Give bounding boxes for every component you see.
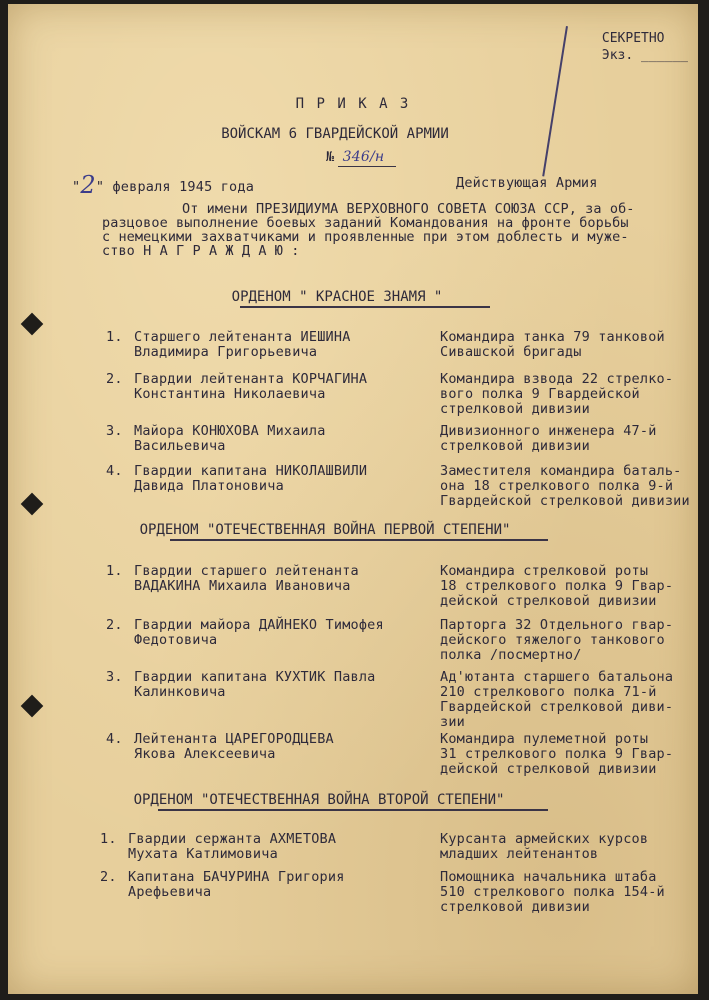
entry-position bbox=[440, 870, 665, 915]
name-line: Владимира Григорьевича bbox=[134, 344, 318, 360]
name-line: Мухата Катлимовича bbox=[128, 846, 278, 862]
position-line: дейской стрелковой дивизии bbox=[440, 593, 657, 609]
date-text: " февраля 1945 года bbox=[95, 179, 255, 195]
preamble-line: От имени ПРЕЗИДИУМА ВЕРХОВНОГО СОВЕТА СОЮЗА ССР, за об- bbox=[182, 201, 635, 217]
name-line: Старшего лейтенанта ИЕШИНА bbox=[134, 329, 351, 345]
name-line: ВАДАКИНА Михаила Ивановича bbox=[134, 578, 351, 594]
position-line: Командира танка 79 танковой bbox=[440, 329, 665, 345]
entry-number: 4. bbox=[106, 463, 123, 479]
section-heading: ОРДЕНОМ "ОТЕЧЕСТВЕННАЯ ВОЙНА ПЕРВОЙ СТЕПЕНИ" bbox=[139, 522, 511, 538]
position-line: Парторга 32 Отдельного гвар- bbox=[440, 617, 674, 633]
preamble-line: разцовое выполнение боевых заданий Командования на фронте борьбы bbox=[102, 215, 629, 231]
position-line: она 18 стрелкового полка 9-й bbox=[440, 478, 674, 494]
preamble-line: ство Н А Г Р А Ж Д А Ю : bbox=[102, 243, 300, 259]
order-number-prefix: № bbox=[326, 149, 335, 165]
name-line: Гвардии старшего лейтенанта bbox=[134, 563, 359, 579]
entry-number: 2. bbox=[106, 371, 123, 387]
entry-position bbox=[440, 424, 657, 454]
position-line: стрелковой дивизии bbox=[440, 401, 590, 417]
entry-number: 1. bbox=[106, 329, 123, 345]
secret-stamp: СЕКРЕТНО Экз. ______ bbox=[601, 31, 688, 63]
position-line: Командира пулеметной роты bbox=[440, 731, 649, 747]
entry-position bbox=[440, 464, 690, 509]
entry-number: 3. bbox=[106, 669, 123, 685]
entry-position bbox=[440, 618, 673, 663]
place-label: Действующая Армия bbox=[456, 175, 598, 191]
number-underline bbox=[338, 166, 396, 167]
entry-name bbox=[134, 330, 351, 360]
preamble-line: с немецкими захватчиками и проявленные при этом доблесть и муже- bbox=[102, 229, 629, 245]
name-line: Гвардии лейтенанта КОРЧАГИНА bbox=[134, 371, 368, 387]
name-line: Калинковича bbox=[134, 684, 226, 700]
entry-number: 2. bbox=[100, 869, 117, 885]
copy-label: Экз. bbox=[601, 48, 634, 63]
name-line: Лейтенанта ЦАРЕГОРОДЦЕВА bbox=[134, 731, 334, 747]
section-underline bbox=[158, 809, 548, 811]
name-line: Давида Платоновича bbox=[134, 478, 284, 494]
section-heading: ОРДЕНОМ "ОТЕЧЕСТВЕННАЯ ВОЙНА ВТОРОЙ СТЕПЕНИ" bbox=[133, 792, 505, 808]
name-line: Федотовича bbox=[134, 632, 218, 648]
entry-name bbox=[134, 464, 367, 494]
position-line: Заместителя командира баталь- bbox=[440, 463, 682, 479]
position-line: Сивашской бригады bbox=[440, 344, 582, 360]
name-line: Арефьевича bbox=[128, 884, 212, 900]
entry-number: 2. bbox=[106, 617, 123, 633]
name-line: Якова Алексеевича bbox=[134, 746, 276, 762]
entry-name bbox=[134, 670, 376, 700]
punch-hole bbox=[21, 493, 44, 516]
position-line: 510 стрелкового полка 154-й bbox=[440, 884, 665, 900]
name-line: Васильевича bbox=[134, 438, 226, 454]
order-date: "2" февраля 1945 года bbox=[72, 171, 255, 199]
date-day: 2 bbox=[80, 171, 96, 199]
entry-name bbox=[134, 424, 326, 454]
order-number bbox=[326, 150, 384, 165]
entry-number: 4. bbox=[106, 731, 123, 747]
position-line: Командира взвода 22 стрелко- bbox=[440, 371, 674, 387]
entry-number: 3. bbox=[106, 423, 123, 439]
position-line: Помощника начальника штаба bbox=[440, 869, 657, 885]
position-line: вого полка 9 Гвардейской bbox=[440, 386, 640, 402]
name-line: Константина Николаевича bbox=[134, 386, 326, 402]
entry-position bbox=[440, 732, 673, 777]
name-line: Капитана БАЧУРИНА Григория bbox=[128, 869, 345, 885]
entry-name bbox=[134, 732, 334, 762]
order-title: П Р И К А З bbox=[295, 96, 411, 112]
section-heading: ОРДЕНОМ " КРАСНОЕ ЗНАМЯ " bbox=[231, 289, 443, 305]
entry-position bbox=[440, 564, 673, 609]
entry-position bbox=[440, 330, 665, 360]
position-line: 18 стрелкового полка 9 Гвар- bbox=[440, 578, 674, 594]
entry-number: 1. bbox=[106, 563, 123, 579]
position-line: 31 стрелкового полка 9 Гвар- bbox=[440, 746, 674, 762]
entry-name bbox=[128, 832, 336, 862]
position-line: 210 стрелкового полка 71-й bbox=[440, 684, 657, 700]
position-line: Гвардейской стрелковой дивизии bbox=[440, 493, 690, 509]
entry-position bbox=[440, 372, 673, 417]
position-line: Дивизионного инженера 47-й bbox=[440, 423, 657, 439]
position-line: зии bbox=[440, 714, 465, 730]
secret-label: СЕКРЕТНО bbox=[601, 31, 665, 46]
entry-number: 1. bbox=[100, 831, 117, 847]
document-page bbox=[8, 4, 698, 994]
position-line: дейского тяжелого танкового bbox=[440, 632, 665, 648]
position-line: стрелковой дивизии bbox=[440, 438, 590, 454]
section-underline bbox=[240, 306, 490, 308]
section-underline bbox=[170, 539, 548, 541]
order-number-value: 346/н bbox=[342, 149, 385, 165]
position-line: Командира стрелковой роты bbox=[440, 563, 649, 579]
name-line: Майора КОНЮХОВА Михаила bbox=[134, 423, 326, 439]
entry-name bbox=[128, 870, 345, 900]
name-line: Гвардии майора ДАЙНЕКО Тимофея bbox=[134, 617, 384, 633]
position-line: дейской стрелковой дивизии bbox=[440, 761, 657, 777]
order-subtitle: ВОЙСКАМ 6 ГВАРДЕЙСКОЙ АРМИИ bbox=[221, 126, 449, 142]
entry-name bbox=[134, 618, 384, 648]
entry-name bbox=[134, 372, 367, 402]
name-line: Гвардии капитана КУХТИК Павла bbox=[134, 669, 376, 685]
position-line: стрелковой дивизии bbox=[440, 899, 590, 915]
entry-name bbox=[134, 564, 359, 594]
entry-position bbox=[440, 832, 648, 862]
entry-position bbox=[440, 670, 673, 730]
punch-hole bbox=[21, 313, 44, 336]
position-line: Гвардейской стрелковой диви- bbox=[440, 699, 674, 715]
position-line: младших лейтенантов bbox=[440, 846, 599, 862]
name-line: Гвардии капитана НИКОЛАШВИЛИ bbox=[134, 463, 368, 479]
position-line: Курсанта армейских курсов bbox=[440, 831, 649, 847]
position-line: полка /посмертно/ bbox=[440, 647, 582, 663]
punch-hole bbox=[21, 695, 44, 718]
position-line: Ад'ютанта старшего батальона bbox=[440, 669, 674, 685]
preamble bbox=[102, 202, 698, 258]
name-line: Гвардии сержанта АХМЕТОВА bbox=[128, 831, 337, 847]
